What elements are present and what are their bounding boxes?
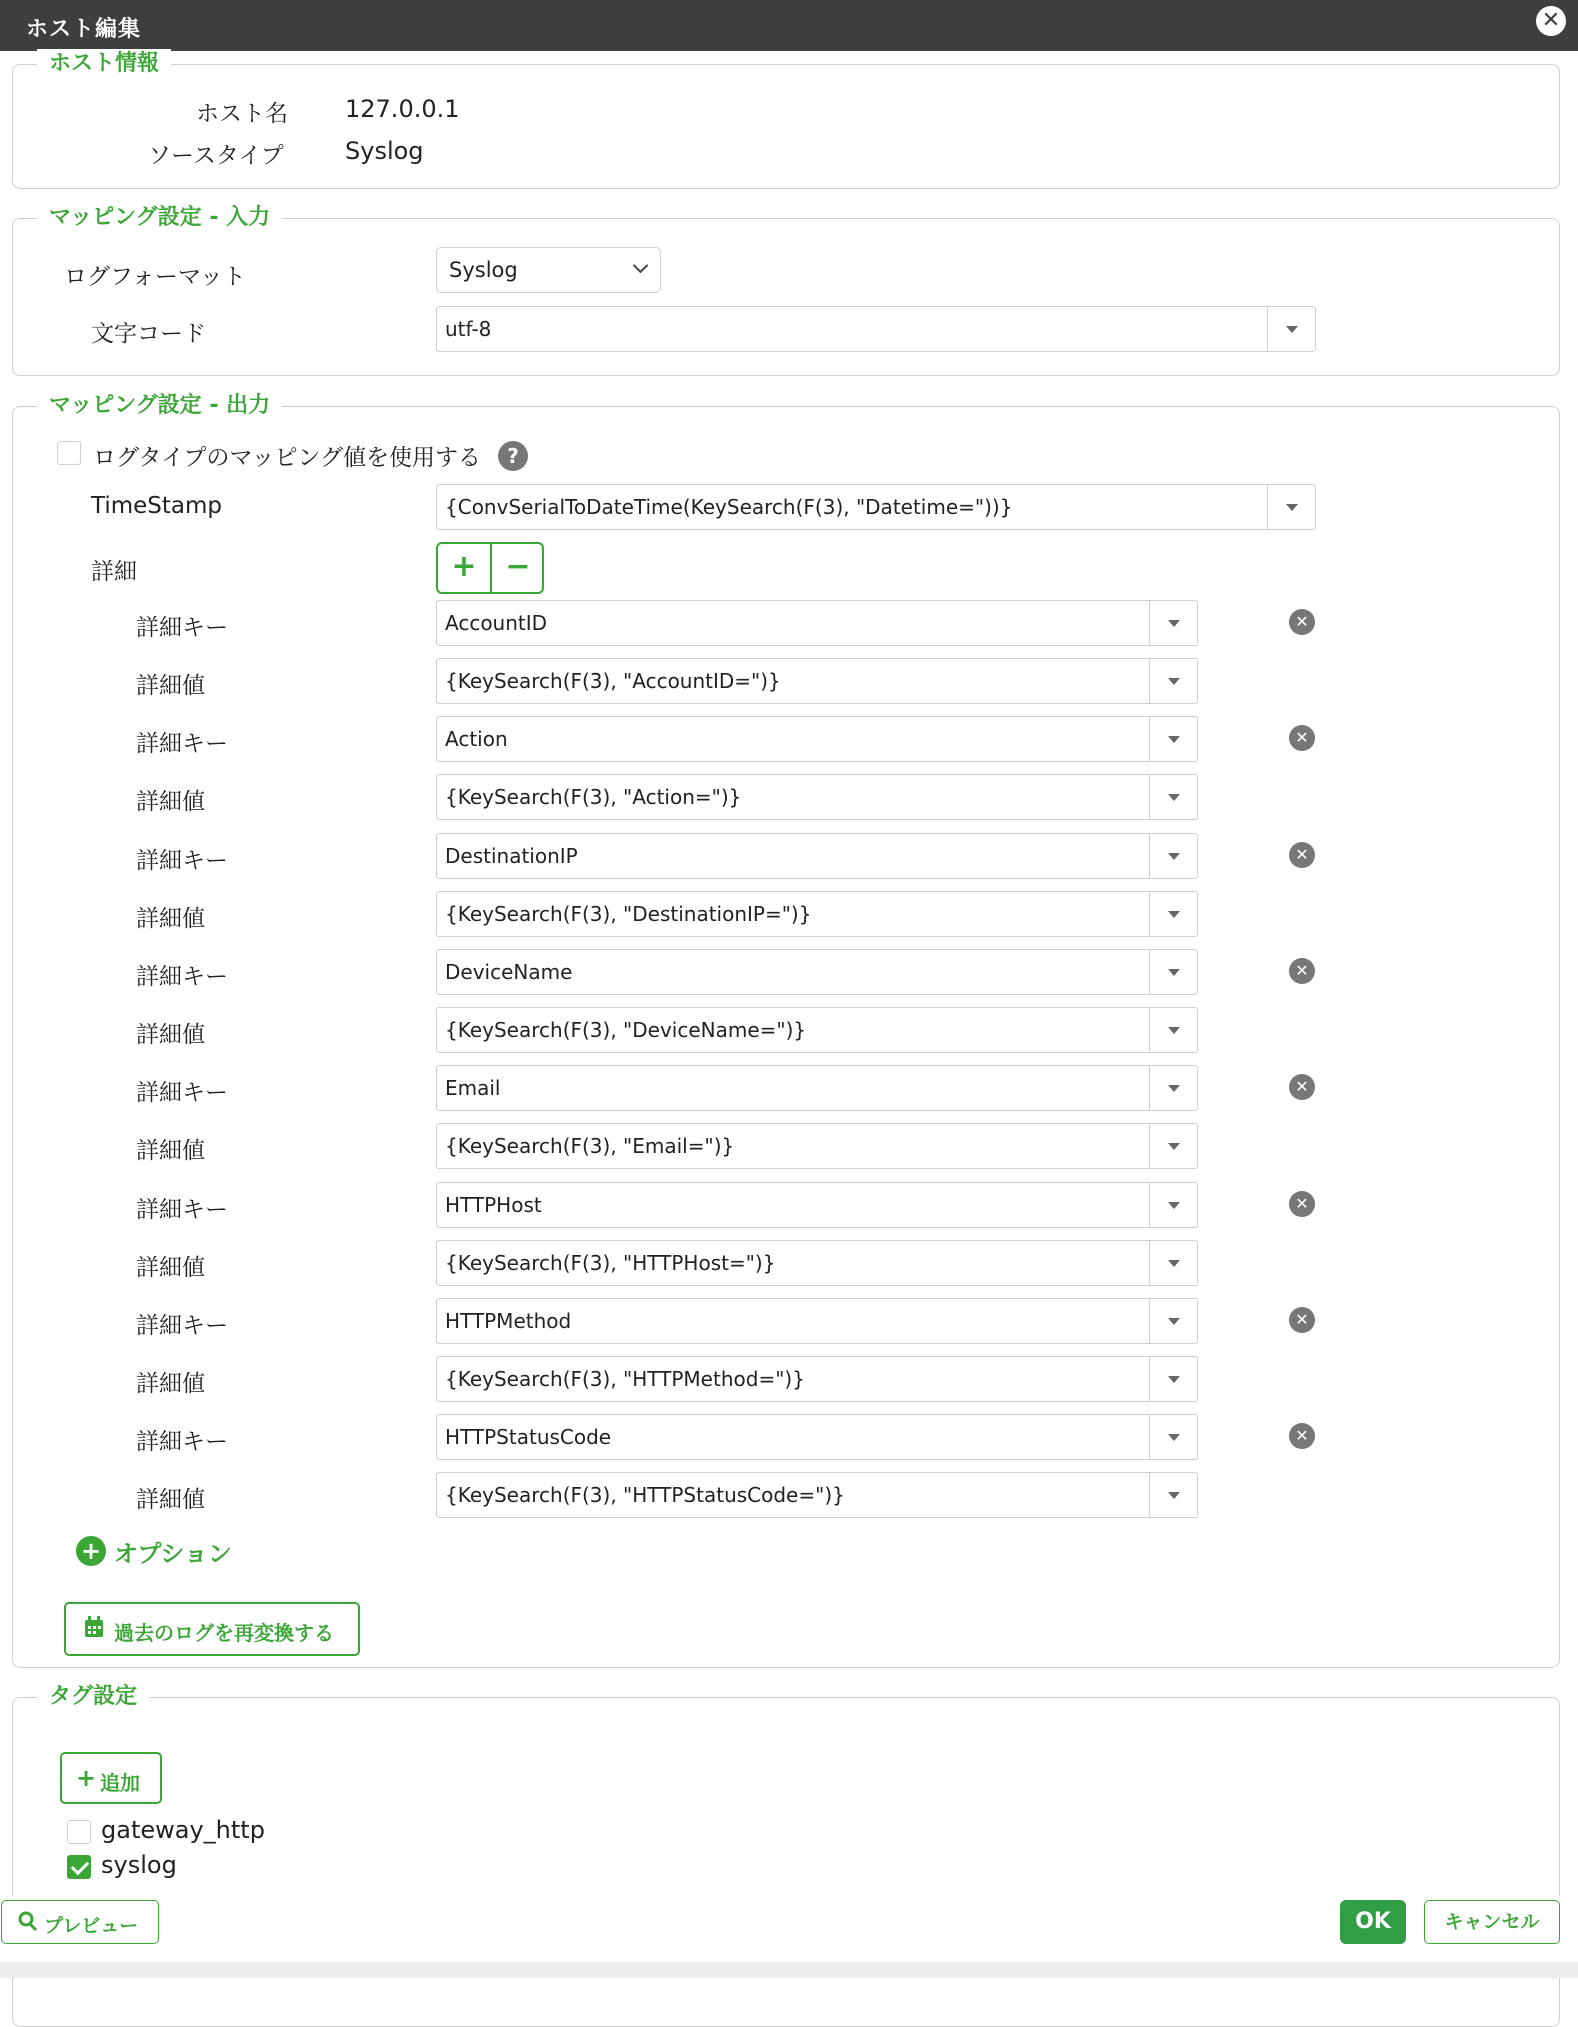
hostname-label: ホスト名 bbox=[196, 101, 288, 127]
detail-value-label: 詳細値 bbox=[136, 1371, 205, 1397]
detail-value-text: {KeySearch(F(3), "DestinationIP=")} bbox=[445, 902, 812, 926]
source-type-label: ソースタイプ bbox=[148, 143, 284, 169]
dropdown-arrow-icon[interactable] bbox=[1149, 950, 1197, 994]
hostname-value: 127.0.0.1 bbox=[345, 95, 460, 123]
charset-combo[interactable] bbox=[436, 306, 1316, 352]
dialog-title: ホスト編集 bbox=[26, 17, 142, 42]
detail-key-label: 詳細キー bbox=[136, 731, 228, 757]
detail-value-combo[interactable] bbox=[436, 1472, 1198, 1518]
dropdown-arrow-icon[interactable] bbox=[1149, 1357, 1197, 1401]
mapping-input-section bbox=[12, 205, 1560, 376]
timestamp-label: TimeStamp bbox=[91, 493, 223, 519]
detail-key-combo[interactable] bbox=[436, 1065, 1198, 1111]
timestamp-value: {ConvSerialToDateTime(KeySearch(F(3), "Datetime="))} bbox=[445, 495, 1013, 519]
tag-name-gateway-http: gateway_http bbox=[101, 1816, 265, 1844]
detail-key-combo[interactable] bbox=[436, 716, 1198, 762]
dropdown-arrow-icon[interactable] bbox=[1149, 1066, 1197, 1110]
dropdown-arrow-icon[interactable] bbox=[1149, 1241, 1197, 1285]
charset-label: 文字コード bbox=[91, 321, 206, 347]
timestamp-combo[interactable] bbox=[436, 484, 1316, 530]
detail-key-value: DeviceName bbox=[445, 960, 573, 984]
detail-value-label: 詳細値 bbox=[136, 1138, 205, 1164]
dropdown-arrow-icon[interactable] bbox=[1267, 485, 1315, 529]
use-logtype-mapping-checkbox[interactable] bbox=[57, 441, 81, 465]
cancel-button[interactable]: キャンセル bbox=[1424, 1900, 1560, 1944]
detail-value-text: {KeySearch(F(3), "AccountID=")} bbox=[445, 669, 781, 693]
detail-key-value: HTTPStatusCode bbox=[445, 1425, 612, 1449]
remove-detail-icon[interactable]: ✕ bbox=[1289, 1423, 1315, 1449]
detail-value-combo[interactable] bbox=[436, 1007, 1198, 1053]
source-type-value: Syslog bbox=[345, 137, 424, 165]
tag-name-syslog: syslog bbox=[101, 1851, 177, 1879]
detail-value-text: {KeySearch(F(3), "DeviceName=")} bbox=[445, 1018, 807, 1042]
detail-value-label: 詳細値 bbox=[136, 789, 205, 815]
detail-value-text: {KeySearch(F(3), "HTTPStatusCode=")} bbox=[445, 1483, 845, 1507]
detail-value-text: {KeySearch(F(3), "HTTPHost=")} bbox=[445, 1251, 776, 1275]
search-icon bbox=[18, 1910, 38, 1937]
mapping-output-section bbox=[12, 393, 1560, 1668]
plus-circle-icon: + bbox=[76, 1536, 106, 1566]
mapping-input-legend: マッピング設定 - 入力 bbox=[37, 203, 282, 233]
detail-key-label: 詳細キー bbox=[136, 964, 228, 990]
help-icon[interactable]: ? bbox=[498, 441, 528, 471]
dropdown-arrow-icon[interactable] bbox=[1149, 1124, 1197, 1168]
remove-detail-icon[interactable]: ✕ bbox=[1289, 958, 1315, 984]
detail-key-value: DestinationIP bbox=[445, 844, 578, 868]
detail-value-label: 詳細値 bbox=[136, 1255, 205, 1281]
log-format-value: Syslog bbox=[449, 258, 518, 282]
detail-key-label: 詳細キー bbox=[136, 1080, 228, 1106]
remove-detail-icon[interactable]: ✕ bbox=[1289, 842, 1315, 868]
detail-key-combo[interactable] bbox=[436, 833, 1198, 879]
preview-button[interactable] bbox=[1, 1900, 159, 1944]
dropdown-arrow-icon[interactable] bbox=[1149, 1183, 1197, 1227]
host-info-section bbox=[12, 51, 1560, 189]
detail-key-combo[interactable] bbox=[436, 600, 1198, 646]
tag-checkbox-gateway-http[interactable] bbox=[67, 1820, 91, 1844]
detail-value-label: 詳細値 bbox=[136, 1487, 205, 1513]
dialog-titlebar bbox=[0, 0, 1578, 51]
detail-key-label: 詳細キー bbox=[136, 615, 228, 641]
detail-value-combo[interactable] bbox=[436, 1356, 1198, 1402]
detail-key-combo[interactable] bbox=[436, 1414, 1198, 1460]
detail-key-combo[interactable] bbox=[436, 1182, 1198, 1228]
use-logtype-mapping-label: ログタイプのマッピング値を使用する bbox=[93, 445, 482, 471]
plus-icon[interactable]: + bbox=[451, 549, 477, 584]
option-label: オプション bbox=[114, 1540, 232, 1568]
log-format-select[interactable] bbox=[436, 247, 661, 293]
remove-detail-icon[interactable]: ✕ bbox=[1289, 1191, 1315, 1217]
reconvert-past-logs-button[interactable] bbox=[64, 1602, 360, 1656]
detail-value-label: 詳細値 bbox=[136, 1022, 205, 1048]
detail-key-value: HTTPMethod bbox=[445, 1309, 572, 1333]
mapping-output-legend: マッピング設定 - 出力 bbox=[37, 391, 282, 421]
detail-value-label: 詳細値 bbox=[136, 906, 205, 932]
dropdown-arrow-icon[interactable] bbox=[1149, 717, 1197, 761]
remove-detail-icon[interactable]: ✕ bbox=[1289, 725, 1315, 751]
detail-key-value: Action bbox=[445, 727, 508, 751]
dropdown-arrow-icon[interactable] bbox=[1149, 775, 1197, 819]
dropdown-arrow-icon[interactable] bbox=[1149, 892, 1197, 936]
plus-icon: + bbox=[76, 1764, 97, 1792]
close-icon[interactable]: ✕ bbox=[1536, 6, 1566, 36]
dropdown-arrow-icon[interactable] bbox=[1149, 601, 1197, 645]
add-tag-label: 追加 bbox=[100, 1771, 140, 1795]
dropdown-arrow-icon[interactable] bbox=[1149, 1415, 1197, 1459]
tag-settings-legend: タグ設定 bbox=[37, 1682, 149, 1712]
calendar-icon bbox=[84, 1616, 104, 1638]
preview-label: プレビュー bbox=[44, 1915, 139, 1937]
chevron-down-icon bbox=[633, 258, 649, 274]
detail-value-label: 詳細値 bbox=[136, 673, 205, 699]
detail-value-combo[interactable] bbox=[436, 658, 1198, 704]
detail-key-combo[interactable] bbox=[436, 949, 1198, 995]
detail-key-value: AccountID bbox=[445, 611, 548, 635]
detail-value-combo[interactable] bbox=[436, 1240, 1198, 1286]
dropdown-arrow-icon[interactable] bbox=[1149, 834, 1197, 878]
detail-key-value: HTTPHost bbox=[445, 1193, 542, 1217]
remove-detail-icon[interactable]: ✕ bbox=[1289, 1074, 1315, 1100]
detail-key-value: Email bbox=[445, 1076, 501, 1100]
footer-separator bbox=[0, 1962, 1578, 1978]
detail-value-text: {KeySearch(F(3), "HTTPMethod=")} bbox=[445, 1367, 805, 1391]
detail-key-label: 詳細キー bbox=[136, 1313, 228, 1339]
tag-checkbox-syslog[interactable] bbox=[67, 1855, 91, 1879]
dropdown-arrow-icon[interactable] bbox=[1149, 1008, 1197, 1052]
detail-value-text: {KeySearch(F(3), "Email=")} bbox=[445, 1134, 735, 1158]
minus-icon[interactable]: − bbox=[505, 549, 531, 584]
detail-value-combo[interactable] bbox=[436, 1123, 1198, 1169]
charset-value: utf-8 bbox=[445, 317, 492, 341]
detail-key-label: 詳細キー bbox=[136, 1197, 228, 1223]
add-tag-button[interactable] bbox=[60, 1752, 162, 1804]
dropdown-arrow-icon[interactable] bbox=[1267, 307, 1315, 351]
detail-value-combo[interactable] bbox=[436, 774, 1198, 820]
detail-add-remove-group bbox=[436, 542, 544, 594]
log-format-label: ログフォーマット bbox=[64, 264, 246, 290]
host-info-legend: ホスト情報 bbox=[37, 49, 171, 79]
dropdown-arrow-icon[interactable] bbox=[1149, 1473, 1197, 1517]
reconvert-past-logs-label: 過去のログを再変換する bbox=[114, 1621, 334, 1645]
detail-key-label: 詳細キー bbox=[136, 1429, 228, 1455]
remove-detail-icon[interactable]: ✕ bbox=[1289, 609, 1315, 635]
detail-label: 詳細 bbox=[91, 559, 137, 585]
detail-key-label: 詳細キー bbox=[136, 848, 228, 874]
detail-key-combo[interactable] bbox=[436, 1298, 1198, 1344]
dropdown-arrow-icon[interactable] bbox=[1149, 659, 1197, 703]
dropdown-arrow-icon[interactable] bbox=[1149, 1299, 1197, 1343]
remove-detail-icon[interactable]: ✕ bbox=[1289, 1307, 1315, 1333]
ok-button[interactable]: OK bbox=[1340, 1900, 1406, 1944]
detail-value-combo[interactable] bbox=[436, 891, 1198, 937]
detail-value-text: {KeySearch(F(3), "Action=")} bbox=[445, 785, 742, 809]
